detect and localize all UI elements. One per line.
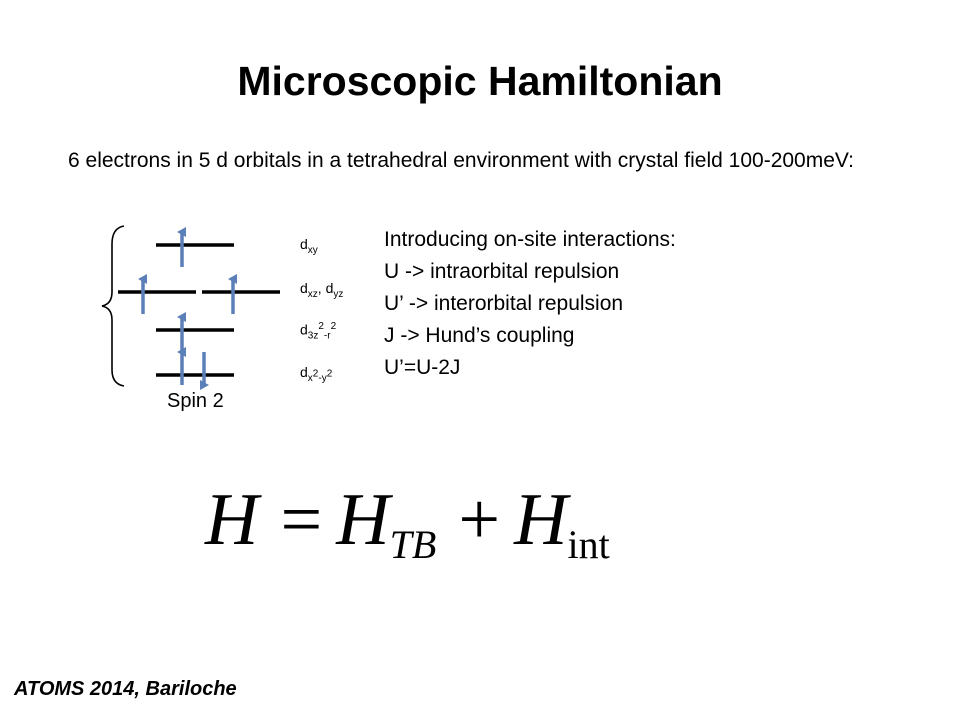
footer-conference: ATOMS 2014, Bariloche [14,678,237,700]
formula-term2-sub: int [567,522,610,567]
formula-term1-sub: TB [389,522,437,567]
label-dxz-dyz: $d_{xz}$, $d_{yz}$ [300,280,344,300]
label-dx2-y2: $d_{x^2-y^2}$ [300,364,333,384]
interaction-j: J -> Hund’s coupling [384,324,575,347]
interaction-u-prime: U’ -> interorbital repulsion [384,292,624,315]
label-dxy: $d_{xy}$ [300,236,318,256]
interactions-list [384,224,676,384]
formula-term2: H [514,479,568,561]
intro-text: 6 electrons in 5 d orbitals in a tetrahedral environment with crystal field 100-200meV: [68,149,854,172]
interactions-heading: Introducing on-site interactions: [384,228,676,251]
label-d3z2-r2: $d_{3z}^2_{-r}^2$ [300,321,337,342]
interaction-u: U -> intraorbital repulsion [384,260,620,283]
slide-title: Microscopic Hamiltonian [237,58,723,104]
spin-label: Spin 2 [167,390,224,412]
interaction-relation: U’=U-2J [384,356,461,379]
grouping-brace [102,226,124,386]
hamiltonian-formula [205,478,610,568]
formula-lhs: H [205,479,259,561]
formula-equals: = [280,479,323,561]
formula-plus: + [458,479,501,561]
formula-term1: H [336,479,390,561]
